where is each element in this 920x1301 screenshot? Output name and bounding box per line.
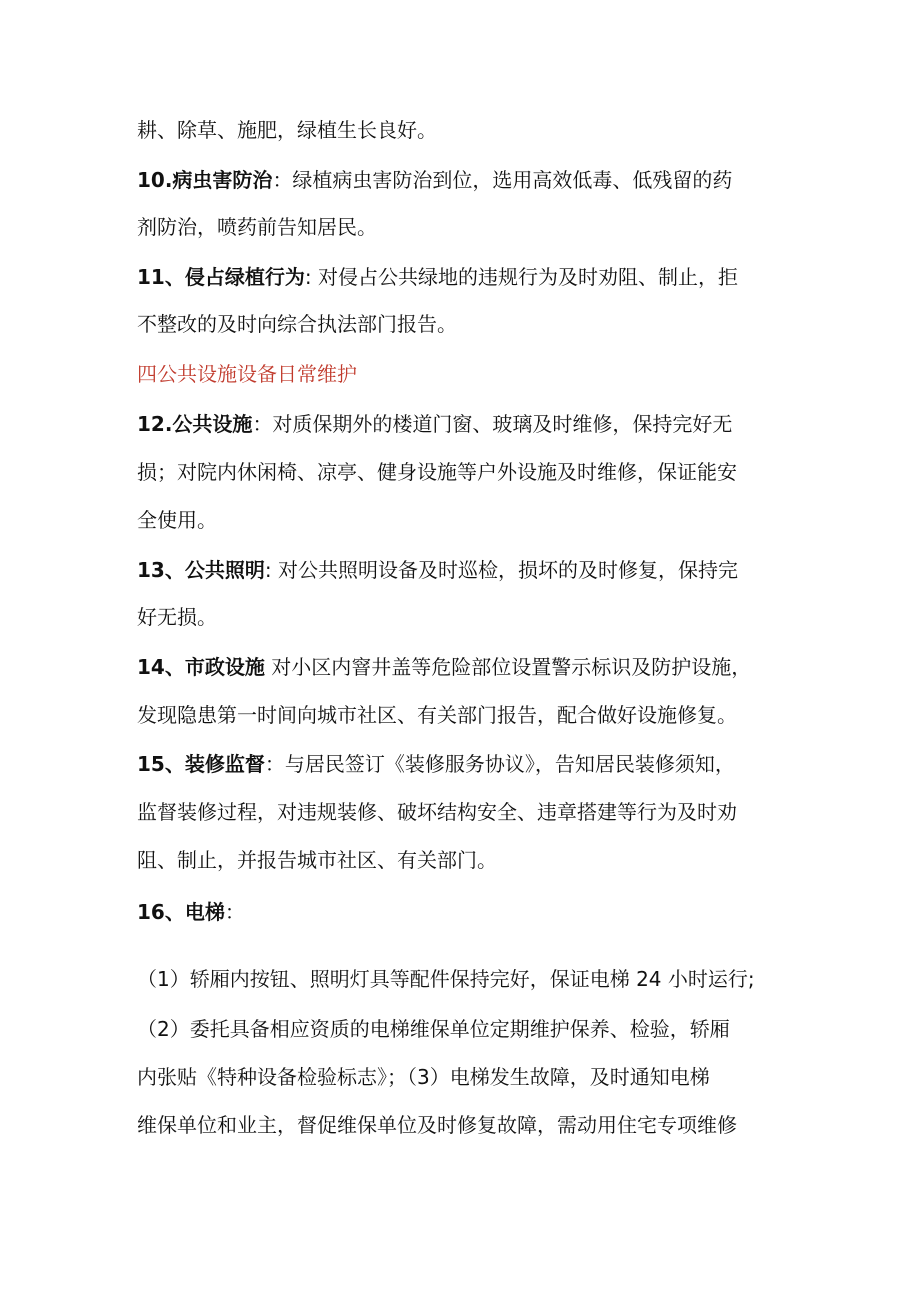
line-20 <box>137 1063 710 1091</box>
item-label: 13、公共照明 <box>137 558 265 582</box>
line-9 <box>137 506 217 534</box>
item-10-pest-control <box>137 166 732 194</box>
line-5 <box>137 310 457 338</box>
line-text: 监督装修过程，对违规装修、破坏结构安全、违章搭建等行为及时劝 <box>137 800 737 824</box>
line-text: 剂防治，喷药前告知居民。 <box>137 215 377 239</box>
item-text: 对小区内窨井盖等危险部位设置警示标识及防护设施， <box>264 655 752 679</box>
line-8 <box>137 458 737 486</box>
item-label: 11、侵占绿植行为 <box>137 265 305 289</box>
line-16 <box>137 846 497 874</box>
line-1 <box>137 116 437 144</box>
section-heading <box>137 360 357 388</box>
line-15 <box>137 798 737 826</box>
line-11 <box>137 603 217 631</box>
item-15-renovation-supervision <box>137 750 735 778</box>
line-text: 好无损。 <box>137 605 217 629</box>
section-heading-text: 四公共设施设备日常维护 <box>137 362 357 386</box>
line-13 <box>137 701 737 729</box>
line-text: （1）轿厢内按钮、照明灯具等配件保持完好，保证电梯 24 小时运行; <box>137 967 755 991</box>
line-text: 内张贴《特种设备检验标志》；（3）电梯发生故障，及时通知电梯 <box>137 1065 710 1089</box>
item-label: 14、市政设施 <box>137 655 265 679</box>
line-18 <box>137 965 755 993</box>
item-text: ：对质保期外的楼道门窗、玻璃及时维修，保持完好无 <box>252 412 733 436</box>
line-text: 损；对院内休闲椅、凉亭、健身设施等户外设施及时维修，保证能安 <box>137 460 737 484</box>
item-text: ：与居民签订《装修服务协议》，告知居民装修须知， <box>264 752 735 776</box>
item-label: 12.公共设施 <box>137 412 253 436</box>
line-text: 发现隐患第一时间向城市社区、有关部门报告，配合做好设施修复。 <box>137 703 737 727</box>
line-text: 阻、制止，并报告城市社区、有关部门。 <box>137 848 497 872</box>
line-3 <box>137 213 377 241</box>
line-text: 耕、除草、施肥，绿植生长良好。 <box>137 118 437 142</box>
item-13-public-lighting <box>137 556 738 584</box>
item-12-public-facilities <box>137 410 732 438</box>
item-text: ：绿植病虫害防治到位，选用高效低毒、低残留的药 <box>272 168 733 192</box>
line-text: 不整改的及时向综合执法部门报告。 <box>137 312 457 336</box>
line-text: （2）委托具备相应资质的电梯维保单位定期维护保养、检验，轿厢 <box>137 1017 730 1041</box>
item-label: 16、电梯 <box>137 900 225 924</box>
item-14-municipal-facilities <box>137 653 751 681</box>
line-19 <box>137 1015 730 1043</box>
item-label: 15、装修监督 <box>137 752 265 776</box>
item-11-greenbelt-encroachment <box>137 263 738 291</box>
line-text: 全使用。 <box>137 508 217 532</box>
item-text: : 对公共照明设备及时巡检，损坏的及时修复，保持完 <box>264 558 738 582</box>
item-text: : 对侵占公共绿地的违规行为及时劝阻、制止，拒 <box>304 265 738 289</box>
item-label: 10.病虫害防治 <box>137 168 273 192</box>
line-21 <box>137 1111 737 1139</box>
line-text: 维保单位和业主，督促维保单位及时修复故障，需动用住宅专项维修 <box>137 1113 737 1137</box>
item-text: ： <box>224 900 245 924</box>
item-16-elevator <box>137 898 245 926</box>
